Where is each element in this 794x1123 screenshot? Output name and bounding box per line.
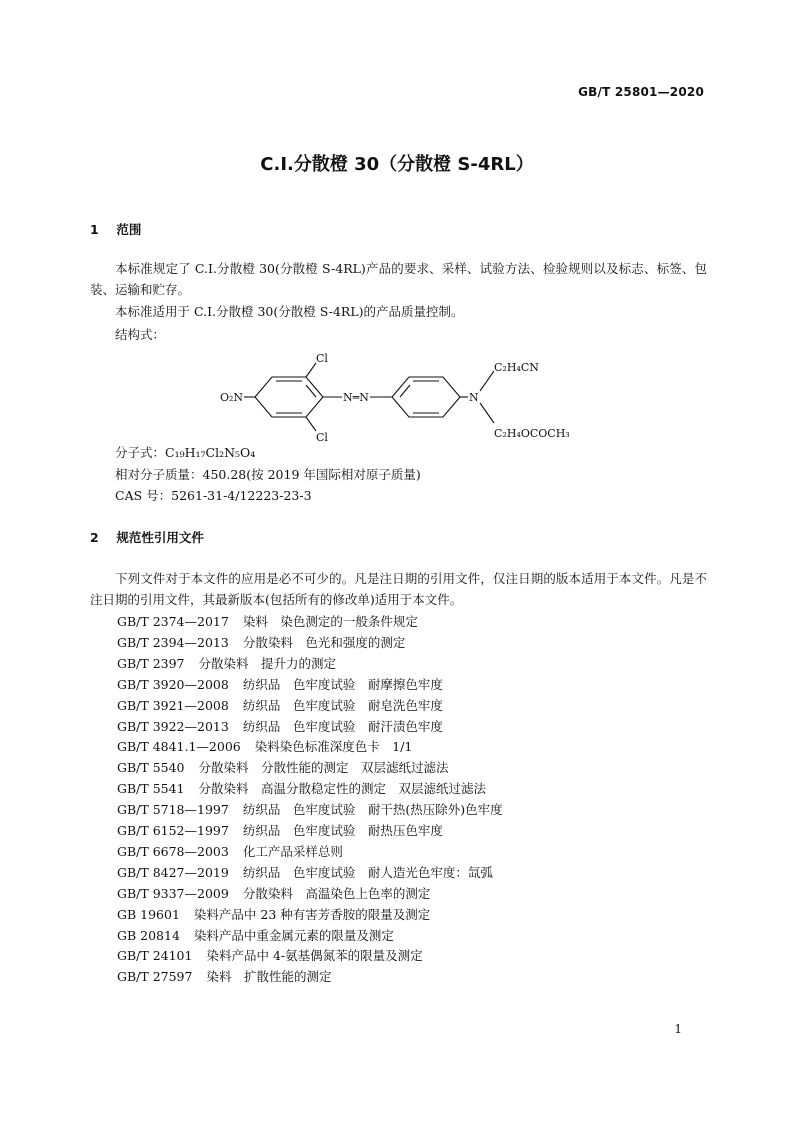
reference-item — [117, 758, 449, 776]
scope-paragraph-2: 本标准适用于 C.I.分散橙 30(分散橙 S-4RL)的产品质量控制。 — [115, 304, 464, 319]
reference-item — [117, 884, 430, 902]
reference-item — [117, 717, 443, 735]
reference-item — [117, 946, 423, 964]
chlorine-bottom-label: Cl — [316, 431, 328, 444]
reference-item — [117, 800, 503, 818]
reference-title: 纺织品 色牢度试验 耐人造光色牢度：氙弧 — [242, 864, 493, 880]
reference-code: GB 20814 — [117, 927, 180, 943]
formula-value: C₁₉H₁₇Cl₂N₅O₄ — [165, 445, 256, 460]
reference-title: 纺织品 色牢度试验 耐摩擦色牢度 — [242, 676, 443, 692]
section-number: 1 — [90, 222, 99, 237]
reference-code: GB/T 27597 — [117, 969, 193, 985]
reference-item — [117, 863, 493, 881]
reference-code: GB/T 2374—2017 — [117, 614, 229, 629]
standard-code: GB/T 25801—2020 — [578, 85, 704, 99]
formula-label: 分子式： — [115, 445, 166, 460]
reference-title: 染料产品中重金属元素的限量及测定 — [193, 927, 394, 943]
reference-item — [117, 633, 405, 651]
amine-nitrogen-label: N — [469, 391, 479, 404]
reference-title: 染料 染色测定的一般条件规定 — [242, 614, 418, 629]
reference-code: GB/T 3922—2013 — [117, 718, 229, 734]
reference-code: GB/T 5541 — [117, 781, 185, 797]
reference-item — [117, 675, 443, 693]
reference-title: 染料染色标准深度色卡 1/1 — [254, 739, 413, 755]
reference-code: GB/T 6152—1997 — [117, 823, 229, 838]
chlorine-top-label: Cl — [316, 352, 328, 365]
reference-item — [117, 926, 394, 944]
reference-title: 纺织品 色牢度试验 耐干热(热压除外)色牢度 — [242, 802, 503, 818]
document-title: C.I.分散橙 30（分散橙 S-4RL） — [260, 154, 534, 175]
reference-code: GB/T 3921—2008 — [117, 697, 229, 713]
page-number: 1 — [674, 1022, 682, 1036]
reference-code: GB/T 24101 — [117, 948, 193, 964]
reference-title: 染料产品中 23 种有害芳香胺的限量及测定 — [193, 906, 431, 922]
reference-item — [117, 821, 443, 839]
structural-formula — [210, 345, 590, 450]
references-intro: 下列文件对于本文件的应用是必不可少的。凡是注日期的引用文件，仅注日期的版本适用于本文件。凡是不注日期的引用文件，其最新版本(包括所有的修改单)适用于本文件。 — [90, 571, 707, 607]
reference-title: 分散染料 提升力的测定 — [198, 655, 337, 671]
reference-title: 染料产品中 4-氨基偶氮苯的限量及测定 — [206, 948, 423, 964]
reference-item — [117, 842, 343, 860]
reference-code: GB 19601 — [117, 906, 180, 922]
reference-code: GB/T 5718—1997 — [117, 802, 229, 818]
reference-title: 纺织品 色牢度试验 耐皂洗色牢度 — [242, 697, 443, 713]
structure-label: 结构式： — [115, 327, 166, 342]
left-benzene-ring — [255, 377, 323, 417]
reference-title: 分散染料 高温染色上色率的测定 — [242, 885, 431, 901]
reference-item — [117, 737, 412, 755]
reference-item — [117, 905, 430, 923]
nitro-group-label: O₂N — [220, 391, 244, 404]
reference-title: 分散染料 高温分散稳定性的测定 双层滤纸过滤法 — [198, 781, 487, 797]
scope-paragraph-1: 本标准规定了 C.I.分散橙 30(分散橙 S-4RL)产品的要求、采样、试验方法、检验规则以及标志、标签、包装、运输和贮存。 — [90, 261, 707, 297]
reference-item — [117, 696, 443, 714]
reference-code: GB/T 6678—2003 — [117, 843, 229, 859]
reference-code: GB/T 9337—2009 — [117, 885, 229, 901]
cyanoethyl-label: C₂H₄CN — [494, 361, 539, 374]
reference-title: 纺织品 色牢度试验 耐热压色牢度 — [242, 823, 443, 838]
reference-item — [117, 654, 336, 672]
azo-group-label: N═N — [343, 391, 369, 404]
reference-code: GB/T 4841.1—2006 — [117, 739, 241, 755]
reference-title: 分散染料 分散性能的测定 双层滤纸过滤法 — [198, 760, 449, 776]
reference-title: 分散染料 色光和强度的测定 — [242, 634, 406, 650]
molecular-formula — [115, 443, 255, 461]
reference-code: GB/T 8427—2019 — [117, 864, 229, 880]
right-benzene-ring — [392, 377, 460, 417]
left-ring-bonds — [244, 363, 392, 431]
reference-title: 纺织品 色牢度试验 耐汗渍色牢度 — [242, 718, 443, 734]
reference-item — [117, 779, 486, 797]
cas-number: CAS 号：5261-31-4/12223-23-3 — [115, 488, 312, 503]
section-heading-scope — [90, 220, 141, 238]
reference-item — [117, 612, 418, 630]
reference-code: GB/T 5540 — [117, 760, 185, 776]
reference-title: 化工产品采样总则 — [242, 843, 343, 859]
reference-title: 染料 扩散性能的测定 — [206, 969, 332, 985]
reference-code: GB/T 2394—2013 — [117, 634, 229, 650]
molar-mass: 相对分子质量：450.28(按 2019 年国际相对原子质量) — [115, 467, 421, 482]
reference-code: GB/T 2397 — [117, 655, 185, 671]
section-number: 2 — [90, 530, 99, 545]
reference-item — [117, 967, 331, 985]
section-heading-references — [90, 528, 204, 546]
reference-code: GB/T 3920—2008 — [117, 676, 229, 692]
acetoxyethyl-label: C₂H₄OCOCH₃ — [494, 427, 570, 440]
section-title: 范围 — [116, 222, 142, 237]
section-title: 规范性引用文件 — [116, 530, 204, 545]
